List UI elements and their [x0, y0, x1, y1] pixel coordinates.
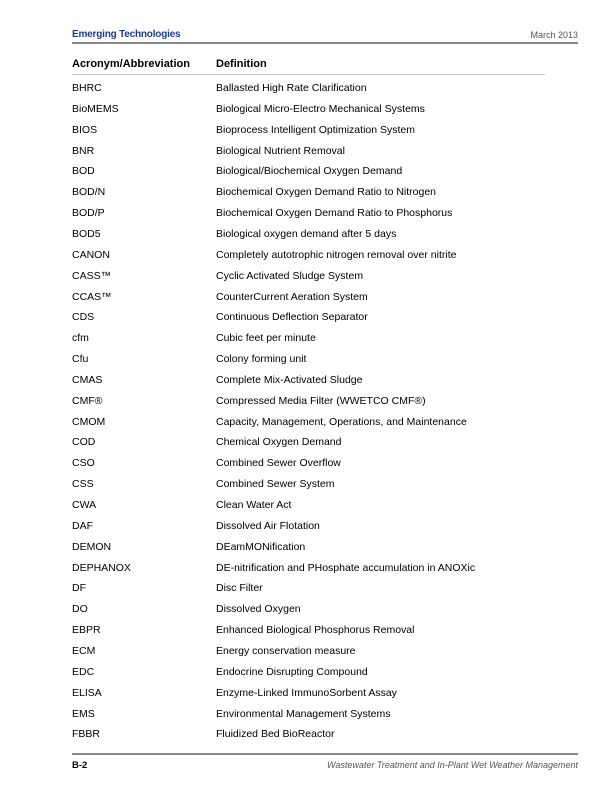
acronym-cell: DF: [72, 582, 86, 595]
table-row: [0, 268, 612, 284]
table-row: [0, 289, 612, 305]
acronym-cell: CANON: [72, 248, 110, 261]
table-row: [0, 706, 612, 722]
acronym-cell: BOD5: [72, 227, 101, 240]
table-header-rule: [72, 74, 545, 75]
table-row: [0, 497, 612, 513]
definition-cell: Biological oxygen demand after 5 days: [216, 227, 397, 240]
table-row: [0, 601, 612, 617]
table-row: [0, 80, 612, 96]
table-row: [0, 455, 612, 471]
definition-cell: Combined Sewer Overflow: [216, 457, 341, 470]
acronym-cell: BNR: [72, 144, 95, 157]
table-row: [0, 184, 612, 200]
acronym-cell: BOD/N: [72, 186, 106, 199]
table-row: [0, 580, 612, 596]
table-row: [0, 247, 612, 263]
acronym-cell: EDC: [72, 665, 95, 678]
header-rule: [72, 42, 578, 44]
acronym-cell: CSO: [72, 457, 95, 470]
definition-cell: Completely autotrophic nitrogen removal over nitrite: [216, 248, 457, 261]
definition-cell: Combined Sewer System: [216, 478, 335, 491]
definition-cell: Enzyme-Linked ImmunoSorbent Assay: [216, 686, 397, 699]
table-row: [0, 330, 612, 346]
definition-cell: Endocrine Disrupting Compound: [216, 665, 368, 678]
table-row: [0, 518, 612, 534]
table-row: [0, 351, 612, 367]
definition-cell: Biochemical Oxygen Demand Ratio to Phosphorus: [216, 207, 453, 220]
acronym-cell: BioMEMS: [72, 102, 119, 115]
table-row: [0, 163, 612, 179]
acronym-cell: CWA: [72, 499, 97, 511]
definition-cell: Ballasted High Rate Clarification: [216, 82, 367, 94]
table-row: [0, 414, 612, 430]
acronym-cell: BIOS: [72, 123, 98, 136]
acronym-cell: DAF: [72, 519, 93, 532]
acronym-cell: CMAS: [72, 373, 103, 386]
acronym-cell: CSS: [72, 478, 94, 491]
table-row: [0, 476, 612, 492]
definition-cell: Cubic feet per minute: [216, 332, 316, 345]
acronym-cell: ECM: [72, 644, 96, 657]
table-row: [0, 622, 612, 638]
definition-cell: Capacity, Management, Operations, and Maintenance: [216, 415, 467, 428]
table-row: [0, 434, 612, 450]
table-row: [0, 643, 612, 659]
column-header-definition: Definition: [216, 58, 267, 70]
definition-cell: Enhanced Biological Phosphorus Removal: [216, 624, 415, 637]
table-row: [0, 143, 612, 159]
page-number: B-2: [72, 760, 88, 771]
acronym-cell: DEPHANOX: [72, 561, 131, 574]
header-date: March 2013: [530, 30, 578, 40]
table-row: [0, 101, 612, 117]
table-row: [0, 205, 612, 221]
table-row: [0, 664, 612, 680]
definition-cell: DEamMONification: [216, 540, 306, 553]
header-title: Emerging Technologies: [72, 29, 181, 40]
acronym-cell: CCAS™: [72, 290, 112, 303]
definition-cell: Cyclic Activated Sludge System: [216, 269, 364, 282]
acronym-cell: ELISA: [72, 686, 102, 699]
table-row: [0, 372, 612, 388]
acronym-cell: CDS: [72, 311, 95, 324]
table-row: [0, 539, 612, 555]
table-row: [0, 309, 612, 325]
acronym-cell: BHRC: [72, 82, 102, 94]
definition-cell: DE-nitrification and PHosphate accumulation in ANOXic: [216, 561, 476, 574]
acronym-cell: BOD: [72, 165, 95, 178]
definition-cell: Biological Nutrient Removal: [216, 144, 345, 157]
acronym-cell: DEMON: [72, 540, 112, 553]
definition-cell: CounterCurrent Aeration System: [216, 290, 368, 303]
definition-cell: Disc Filter: [216, 582, 263, 595]
footer-title: Wastewater Treatment and In-Plant Wet Weather Management: [327, 760, 578, 770]
acronym-cell: COD: [72, 436, 96, 449]
definition-cell: Dissolved Oxygen: [216, 603, 301, 616]
table-row: [0, 226, 612, 242]
acronym-cell: BOD/P: [72, 207, 105, 220]
acronym-cell: DO: [72, 603, 88, 616]
table-row: [0, 685, 612, 701]
definition-cell: Compressed Media Filter (WWETCO CMF®): [216, 394, 426, 407]
acronym-cell: CMOM: [72, 415, 106, 428]
page-header: [72, 29, 578, 43]
definition-cell: Clean Water Act: [216, 499, 292, 511]
acronym-cell: CMF®: [72, 394, 103, 407]
definition-cell: Fluidized Bed BioReactor: [216, 728, 335, 741]
table-row: [0, 122, 612, 138]
acronym-cell: cfm: [72, 332, 89, 345]
definition-cell: Biological/Biochemical Oxygen Demand: [216, 165, 403, 178]
table-row: [0, 726, 612, 742]
table-row: [0, 393, 612, 409]
column-header-acronym: Acronym/Abbreviation: [72, 58, 190, 70]
definition-cell: Colony forming unit: [216, 353, 307, 366]
definition-cell: Bioprocess Intelligent Optimization System: [216, 123, 416, 136]
definition-cell: Energy conservation measure: [216, 644, 356, 657]
acronym-cell: CASS™: [72, 269, 112, 282]
definition-cell: Chemical Oxygen Demand: [216, 436, 342, 449]
definition-cell: Dissolved Air Flotation: [216, 519, 320, 532]
definition-cell: Complete Mix-Activated Sludge: [216, 373, 363, 386]
definition-cell: Continuous Deflection Separator: [216, 311, 368, 324]
acronym-cell: Cfu: [72, 353, 89, 366]
footer-rule: [72, 753, 578, 755]
table-row: [0, 560, 612, 576]
acronym-cell: FBBR: [72, 728, 101, 741]
definition-cell: Environmental Management Systems: [216, 707, 391, 720]
definition-cell: Biological Micro-Electro Mechanical Systems: [216, 102, 425, 115]
acronym-cell: EMS: [72, 707, 95, 720]
acronym-cell: EBPR: [72, 624, 101, 637]
definition-cell: Biochemical Oxygen Demand Ratio to Nitrogen: [216, 186, 437, 199]
